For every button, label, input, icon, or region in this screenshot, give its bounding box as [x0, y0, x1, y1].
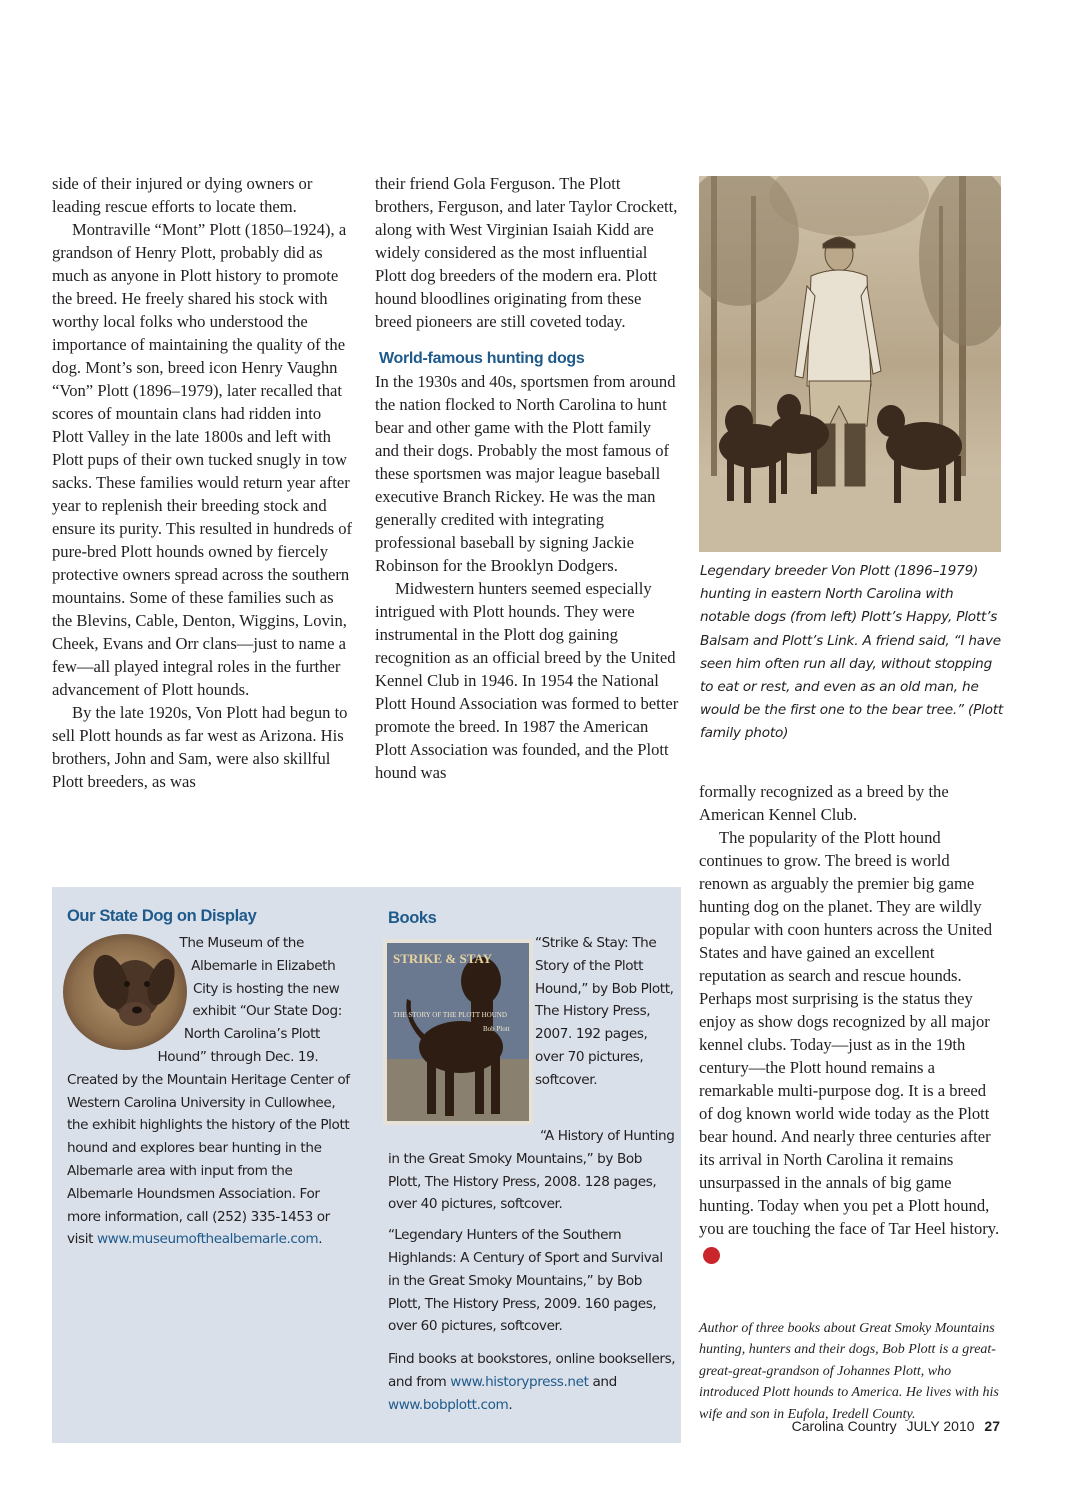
- author-bio: Author of three books about Great Smoky Mountains hunting, hunters and their dogs, Bob Plott is a great-great-great-grandson of Johannes Plott, who introduced Plott hounds to America. He lives with his wife and son in Eufola, Iredell County.: [699, 1321, 999, 1422]
- museum-description: The Museum of the Albemarle in Elizabeth City is hosting the new exhibit “Our State Dog: North Carolina’s Plott Hound” through Dec. 19. Created by the Mountain Heritage Center of Western Carolina University in Cullowhee, the exhibit highlights the history of the Plott hound and explores bear hunting in the Albemarle area with input from the Albemarle Houndsmen Association. For more information, call (252) 335-1453 or visit: [67, 935, 350, 1248]
- book-entry-3: “Legendary Hunters of the Southern Highlands: A Century of Sport and Survival in the Great Smoky Mountains,” by Bob Plott, The History Press, 2009. 160 pages, over 60 pictures, softcover.: [388, 1227, 663, 1335]
- paragraph: By the late 1920s, Von Plott had begun to sell Plott hounds as far west as Arizona. His brothers, John and Sam, were also skillful Plott breeders, as was: [52, 703, 348, 791]
- sidebar-box: [52, 887, 681, 1443]
- article-column-1: [52, 172, 356, 793]
- book-entry-1: “Strike & Stay: The Story of the Plott Hound,” by Bob Plott, The History Press, 2007. 192 pages, over 70 pictures, softcover.: [535, 935, 674, 1088]
- paragraph: Midwestern hunters seemed especially intrigued with Plott hounds. They were instrumental in the Plott dog gaining recognition as an official breed by the United Kennel Club in 1946. In 1954 the National Plott Hound Association was formed to better promote the breed. In 1987 the American Plott Association was founded, and the Plott hound was: [375, 579, 679, 782]
- cover-author: Bob Plott: [483, 1025, 510, 1033]
- books-list: [388, 1125, 678, 1417]
- cover-title: STRIKE & STAY: [393, 951, 492, 966]
- paragraph-text: The popularity of the Plott hound continues to grow. The breed is world renown as arguably the premier big game hunting dog on the planet. They are wildly popular with coon hunters across the United States and have gained an excellent reputation as search and rescue hounds. Perhaps most surprising is the status they enjoy as show dogs recognized by all major kennel clubs. Today—just as in the 19th century—the Plott hound remains a remarkable multi-purpose dog. It is a breed of dog known world wide today as the Plott bear hound. And nearly three centuries after its arrival in North Carolina it remains unsurpassed in the annals of big game hunting. Today when you pet a Plott hound, you are touching the face of Tar Heel history.: [699, 828, 1000, 1238]
- book-entry-2: “A History of Hunting in the Great Smoky Mountains,” by Bob Plott, The History Press, 2008. 128 pages, over 40 pictures, softcover.: [388, 1128, 675, 1213]
- bobplott-link[interactable]: www.bobplott.com: [388, 1396, 509, 1413]
- book-cover-strike-and-stay: [383, 939, 533, 1125]
- paragraph: their friend Gola Ferguson. The Plott brothers, Ferguson, and later Taylor Crockett, along with West Virginian Isaiah Kidd are widely considered as the most influential Plott dog breeders of the modern era. Plott hound bloodlines originating from these breed pioneers are still coveted today.: [375, 174, 678, 331]
- museum-block: [67, 932, 357, 1251]
- section-heading: World-famous hunting dogs: [379, 350, 585, 367]
- paragraph: formally recognized as a breed by the American Kennel Club.: [699, 782, 949, 824]
- page-footer: [792, 1418, 1000, 1434]
- punctuation: .: [318, 1231, 323, 1248]
- paragraph: In the 1930s and 40s, sportsmen from around the nation flocked to North Carolina to hunt bear and other game with the Plott family and their dogs. Probably the most famous of these sportsmen was major league baseball executive Branch Rickey. He was the man generally credited with integrating professional baseball by signing Jackie Robinson for the Brooklyn Dodgers.: [375, 372, 676, 575]
- issue-date: JULY 2010: [906, 1418, 975, 1434]
- conjunction: and: [592, 1373, 617, 1390]
- photo-caption: Legendary breeder Von Plott (1896–1979) hunting in eastern North Carolina with notable dogs (from left) Plott’s Happy, Plott’s Balsam and Plott’s Link. A friend said, “I have seen him often run all day, without stopping to eat or rest, and even as an old man, he would be the first one to the bear tree.” (Plott family photo): [700, 563, 1004, 742]
- end-mark-icon: C: [703, 1247, 720, 1264]
- find-books: [388, 1348, 678, 1416]
- historypress-link[interactable]: www.historypress.net: [450, 1373, 589, 1390]
- paragraph: [699, 826, 1003, 1264]
- magazine-name: Carolina Country: [791, 1418, 897, 1434]
- article-column-3: [699, 780, 1003, 1264]
- punctuation: .: [508, 1396, 513, 1413]
- paragraph: Montraville “Mont” Plott (1850–1924), a grandson of Henry Plott, probably did as much as anyone in Plott history to promote the breed. He freely shared his stock with worthy local folks who understood the importance of maintaining the quality of the dog. Mont’s son, breed icon Henry Vaughn “Von” Plott (1896–1979), later recalled that scores of mountain clans had ridden into Plott Valley in the late 1800s and left with Plott pups of their own tucked snugly in tow sacks. These families would return year after year to replenish their breeding stock and ensure its purity. This resulted in hundreds of pure-bred Plott hounds owned by fiercely protective owners spread across the southern mountains. Some of these families such as the Blevins, Cable, Denton, Wiggins, Lovin, Cheek, Evans and Orr clans—just to name a few—all played integral roles in the further advancement of Plott hounds.: [52, 220, 353, 699]
- cover-subtitle: THE STORY OF THE PLOTT HOUND: [393, 1011, 507, 1019]
- von-plott-photo: [699, 176, 1001, 552]
- hound-portrait: [61, 932, 189, 1052]
- books-title: Books: [388, 909, 437, 927]
- museum-link[interactable]: www.museumofthealbemarle.com: [96, 1231, 319, 1248]
- paragraph: side of their injured or dying owners or leading rescue efforts to locate them.: [52, 174, 313, 216]
- museum-title: Our State Dog on Display: [67, 907, 257, 925]
- page-number: 27: [984, 1418, 1000, 1434]
- article-column-2: [375, 172, 679, 784]
- find-books-text: Find books at bookstores, online booksellers, and from: [388, 1351, 676, 1390]
